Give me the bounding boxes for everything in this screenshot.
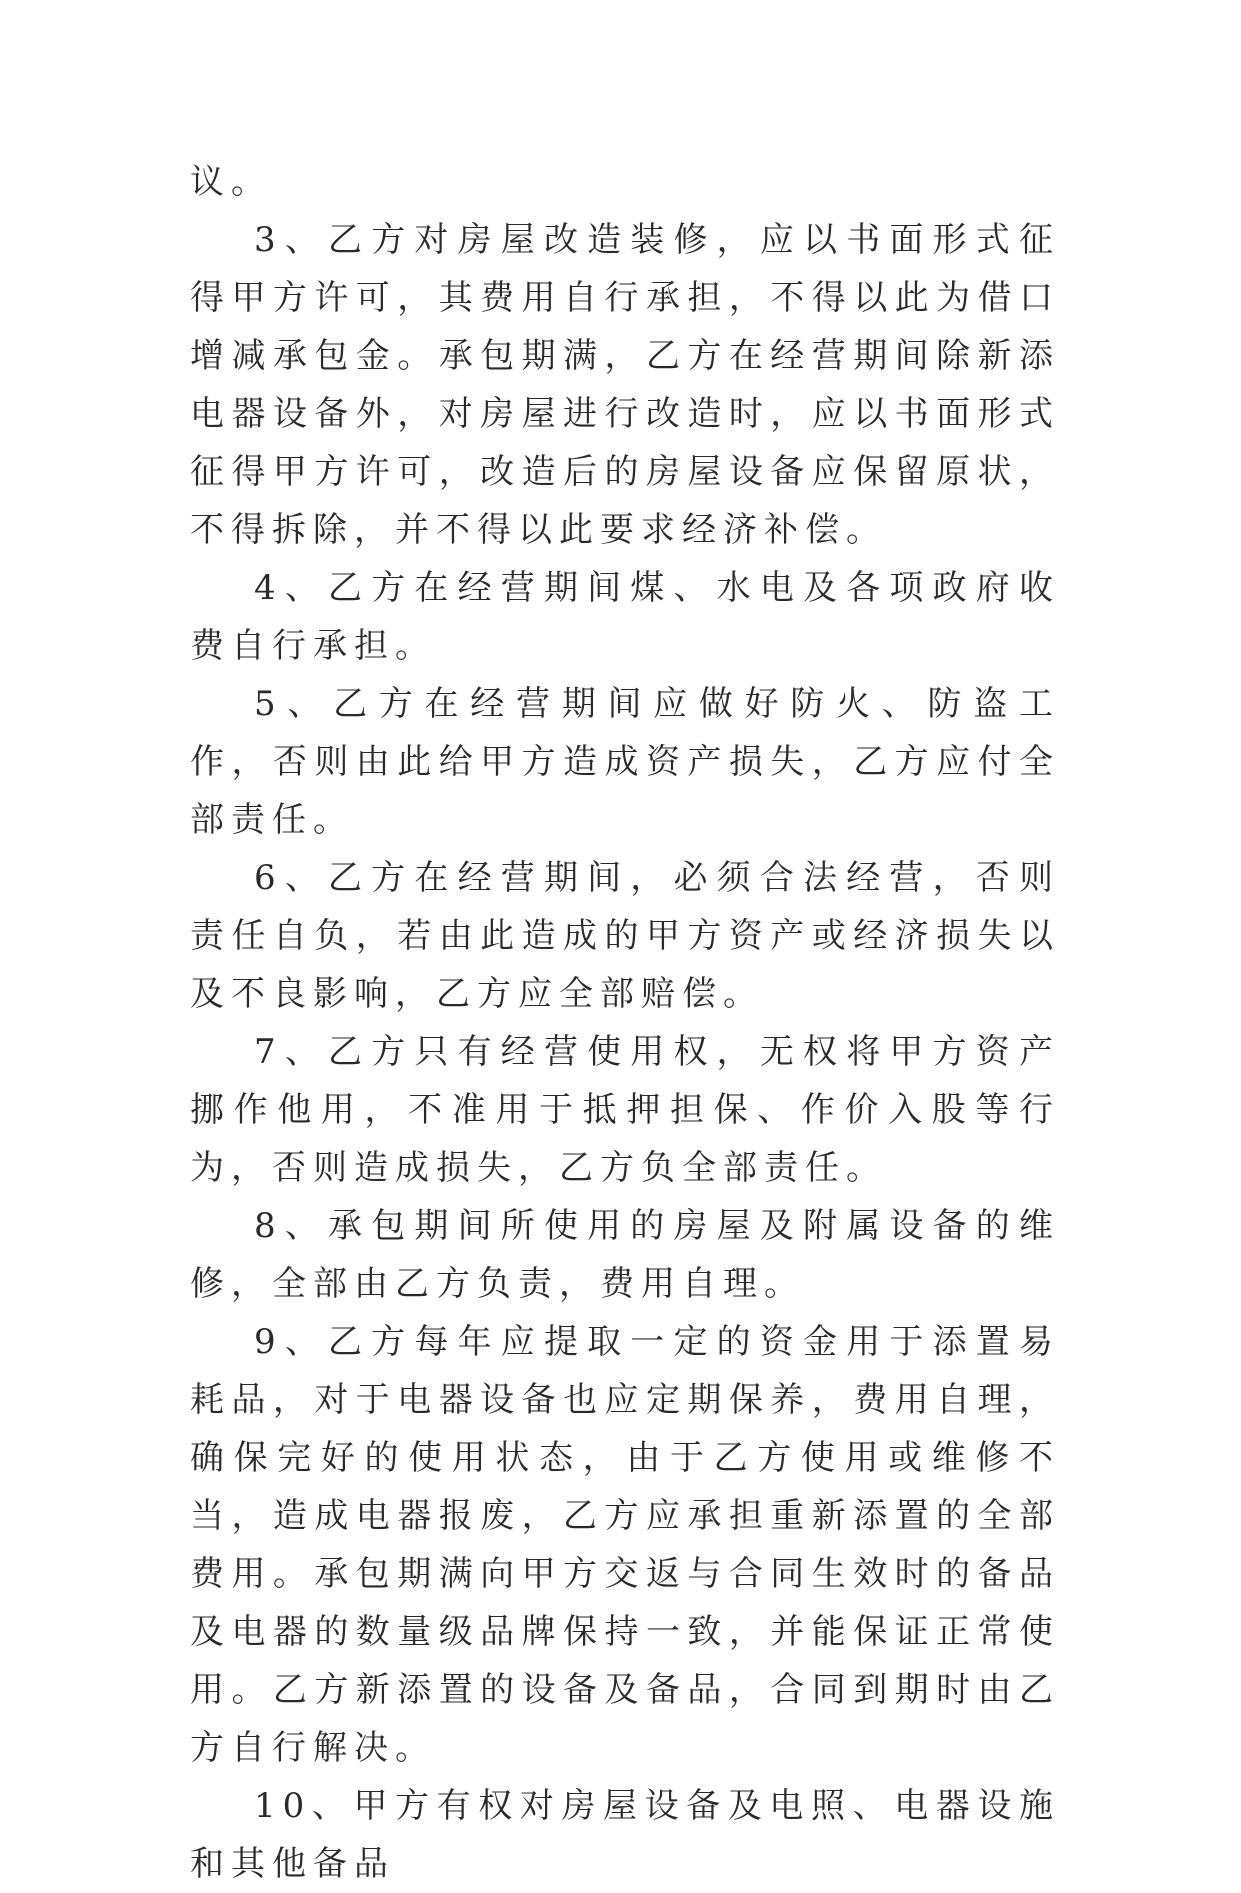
contract-body — [190, 153, 1060, 1893]
clause-5: 5、乙方在经营期间应做好防火、防盗工作，否则由此给甲方造成资产损失，乙方应付全部责任。 — [190, 684, 1060, 840]
clause-10: 10、甲方有权对房屋设备及电照、电器设施和其他备品 — [190, 1786, 1060, 1884]
clause-9: 9、乙方每年应提取一定的资金用于添置易耗品，对于电器设备也应定期保养，费用自理，确保完好的使用状态，由于乙方使用或维修不当，造成电器报废，乙方应承担重新添置的全部费用。承包期满向甲方交返与合同生效时的备品及电器的数量级品牌保持一致，并能保证正常使用。乙方新添置的设备及备品，合同到期时由乙方自行解决。 — [190, 1322, 1060, 1768]
clause-8: 8、承包期间所使用的房屋及附属设备的维修，全部由乙方负责，费用自理。 — [190, 1206, 1060, 1304]
clause-4: 4、乙方在经营期间煤、水电及各项政府收费自行承担。 — [190, 568, 1060, 666]
clause-3: 3、乙方对房屋改造装修，应以书面形式征得甲方许可，其费用自行承担，不得以此为借口增减承包金。承包期满，乙方在经营期间除新添电器设备外，对房屋进行改造时，应以书面形式征得甲方许可，改造后的房屋设备应保留原状，不得拆除，并不得以此要求经济补偿。 — [190, 220, 1060, 550]
clause-6: 6、乙方在经营期间，必须合法经营，否则责任自负，若由此造成的甲方资产或经济损失以及不良影响，乙方应全部赔偿。 — [190, 858, 1060, 1014]
clause-7: 7、乙方只有经营使用权，无权将甲方资产挪作他用，不准用于抵押担保、作价入股等行为，否则造成损失，乙方负全部责任。 — [190, 1032, 1060, 1188]
paragraph-continuation: 议。 — [190, 162, 272, 202]
